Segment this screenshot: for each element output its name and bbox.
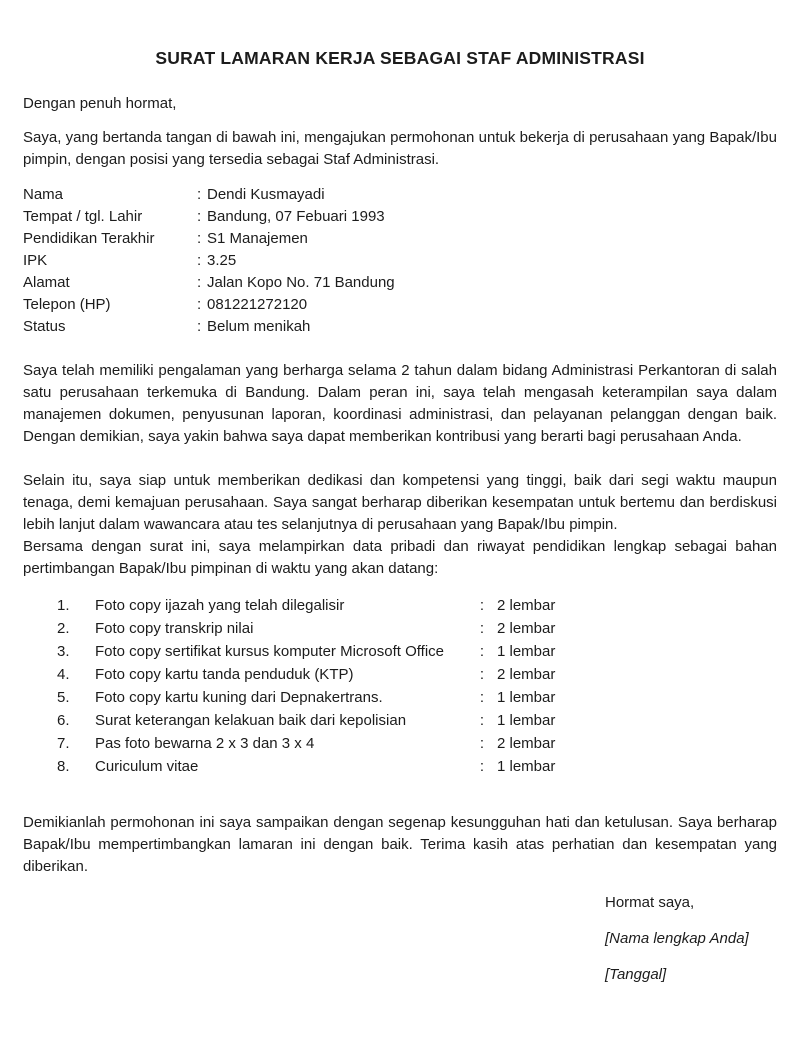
data-label: Status [23, 318, 66, 335]
data-label: Alamat [23, 274, 70, 291]
attachment-description: Foto copy kartu kuning dari Depnakertrans. [95, 689, 383, 706]
attachment-item [23, 618, 777, 640]
attachment-item [23, 595, 777, 617]
colon-separator: : [197, 230, 202, 247]
data-label: Nama [23, 186, 64, 203]
data-value: Dendi Kusmayadi [207, 186, 325, 203]
data-row-status [23, 316, 777, 338]
data-row-pendidikan [23, 228, 777, 250]
signature-closing: Hormat saya, [605, 894, 695, 911]
attachment-description: Curiculum vitae [95, 758, 199, 775]
attachment-number: 4. [57, 666, 70, 683]
data-row-nama [23, 184, 777, 206]
colon-separator: : [479, 758, 485, 775]
attachment-quantity: 1 lembar [497, 689, 556, 706]
data-value: 3.25 [207, 252, 237, 269]
attachment-description: Foto copy kartu tanda penduduk (KTP) [95, 666, 354, 683]
data-value: Bandung, 07 Febuari 1993 [207, 208, 385, 225]
colon-separator: : [197, 186, 202, 203]
attachment-quantity: 1 lembar [497, 758, 556, 775]
data-label: Tempat / tgl. Lahir [23, 208, 143, 225]
data-value: 081221272120 [207, 296, 308, 313]
attachment-description: Foto copy sertifikat kursus komputer Microsoft Office [95, 643, 445, 660]
attachment-number: 5. [57, 689, 70, 706]
data-value: S1 Manajemen [207, 230, 308, 247]
attachment-item [23, 733, 777, 755]
letter-title: SURAT LAMARAN KERJA SEBAGAI STAF ADMINISTRASI [155, 48, 645, 68]
attachment-quantity: 2 lembar [497, 735, 556, 752]
attachment-item [23, 756, 777, 778]
attachment-quantity: 1 lembar [497, 643, 556, 660]
colon-separator: : [479, 712, 485, 729]
data-value: Belum menikah [207, 318, 311, 335]
colon-separator: : [197, 296, 202, 313]
signature-block [605, 892, 777, 986]
colon-separator: : [479, 620, 485, 637]
colon-separator: : [197, 252, 202, 269]
attachment-description: Pas foto bewarna 2 x 3 dan 3 x 4 [95, 735, 315, 752]
closing-paragraph: Demikianlah permohonan ini saya sampaikan dengan segenap kesungguhan hati dan ketulusan. Saya berharap Bapak/Ibu mempertimbangkan lamaran ini dengan baik. Terima kasih atas perhatian dan kesempatan yang diberikan. [23, 814, 777, 875]
data-row-telepon [23, 294, 777, 316]
experience-paragraph: Saya telah memiliki pengalaman yang berharga selama 2 tahun dalam bidang Administrasi Perkantoran di salah satu perusahaan terkemuka di Bandung. Dalam peran ini, saya telah mengasah keterampilan saya dalam manajemen dokumen, penyusunan laporan, koordinasi administrasi, dan pelayanan pelanggan dengan baik. Dengan demikian, saya yakin bahwa saya dapat memberikan kontribusi yang berarti bagi perusahaan Anda. [23, 362, 777, 445]
personal-data-block [23, 184, 777, 338]
attachment-quantity: 2 lembar [497, 666, 556, 683]
attachment-description: Foto copy transkrip nilai [95, 620, 254, 637]
colon-separator: : [197, 274, 202, 291]
attachment-number: 1. [57, 597, 70, 614]
attachment-quantity: 2 lembar [497, 597, 556, 614]
attachment-item [23, 664, 777, 686]
data-label: IPK [23, 252, 48, 269]
colon-separator: : [479, 643, 485, 660]
attachment-description: Surat keterangan kelakuan baik dari kepolisian [95, 712, 407, 729]
attachment-quantity: 1 lembar [497, 712, 556, 729]
attachment-number: 3. [57, 643, 70, 660]
colon-separator: : [197, 208, 202, 225]
commitment-paragraph: Selain itu, saya siap untuk memberikan dedikasi dan kompetensi yang tinggi, baik dari segi waktu maupun tenaga, demi kemajuan perusahaan. Saya sangat berharap diberikan kesempatan untuk bertemu dan berdiskusi lebih lanjut dalam wawancara atau tes selanjutnya di perusahaan yang Bapak/Ibu pimpin. [23, 472, 777, 533]
data-row-alamat [23, 272, 777, 294]
colon-separator: : [479, 666, 485, 683]
signature-name-placeholder: [Nama lengkap Anda] [605, 930, 749, 947]
attachment-number: 7. [57, 735, 70, 752]
signature-date-placeholder: [Tanggal] [605, 966, 667, 983]
attachment-item [23, 641, 777, 663]
data-label: Pendidikan Terakhir [23, 230, 155, 247]
attachment-item [23, 687, 777, 709]
colon-separator: : [479, 689, 485, 706]
attachment-number: 8. [57, 758, 70, 775]
attachment-description: Foto copy ijazah yang telah dilegalisir [95, 597, 345, 614]
salutation: Dengan penuh hormat, [23, 95, 177, 112]
data-value: Jalan Kopo No. 71 Bandung [207, 274, 395, 291]
colon-separator: : [479, 735, 485, 752]
attachment-item [23, 710, 777, 732]
data-row-ipk [23, 250, 777, 272]
attachment-quantity: 2 lembar [497, 620, 556, 637]
data-label: Telepon (HP) [23, 296, 111, 313]
colon-separator: : [197, 318, 202, 335]
opening-paragraph: Saya, yang bertanda tangan di bawah ini, mengajukan permohonan untuk bekerja di perusahaan yang Bapak/Ibu pimpin, dengan posisi yang tersedia sebagai Staf Administrasi. [23, 129, 777, 168]
colon-separator: : [479, 597, 485, 614]
attachments-list [23, 595, 777, 778]
attachment-number: 6. [57, 712, 70, 729]
attachments-intro: Bersama dengan surat ini, saya melampirkan data pribadi dan riwayat pendidikan lengkap sebagai bahan pertimbangan Bapak/Ibu pimpinan di waktu yang akan datang: [23, 538, 777, 577]
attachment-number: 2. [57, 620, 70, 637]
data-row-tempat-tgl-lahir [23, 206, 777, 228]
